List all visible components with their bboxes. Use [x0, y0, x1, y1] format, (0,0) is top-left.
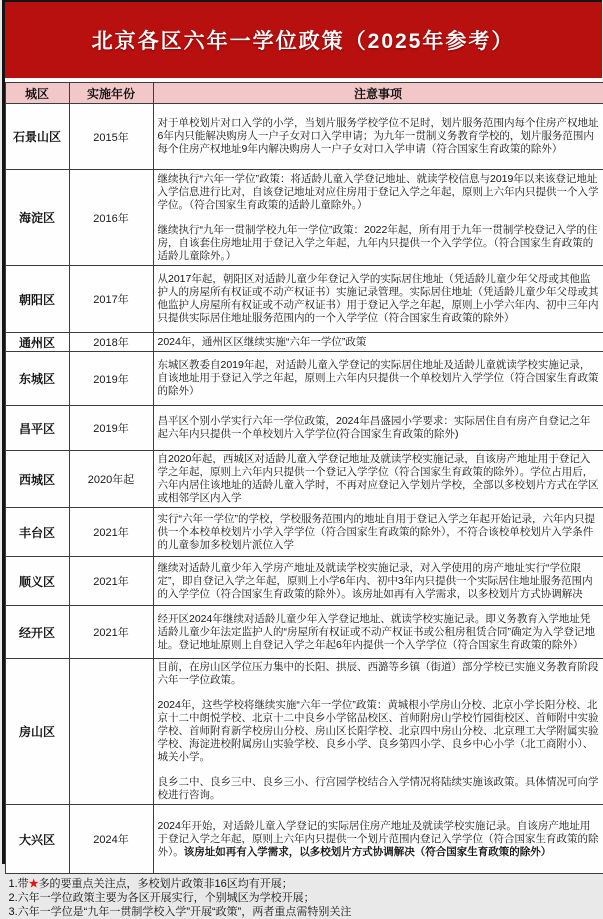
district-name: 昌平区 — [5, 406, 69, 451]
implementation-year: 2015年 — [69, 104, 153, 170]
implementation-year: 2017年 — [69, 266, 153, 333]
district-name: 石景山区 — [5, 104, 69, 170]
table-row-shunyi — [5, 557, 603, 606]
table-row-haidian — [5, 170, 603, 266]
header-year: 实施年份 — [69, 83, 153, 104]
district-name: 房山区 — [5, 659, 69, 805]
district-name: 通州区 — [5, 333, 69, 352]
district-name: 西城区 — [5, 451, 69, 508]
table-row-chaoyang — [5, 266, 603, 333]
page-title: 北京各区六年一学位政策（2025年参考） — [92, 25, 515, 55]
policy-note: 继续执行“九年一贯制学校九年一学位”政策：2022年起，所有用于九年一贯制学校登记入学的住房，自该套住房地址用于登记入学之年起，九年内只提供一个入学学位。（符合国家生育政策的适龄儿童除外。） — [158, 224, 599, 263]
policy-note: 对于单校划片对口入学的小学，当划片服务学校学位不足时，划片服务范围内每个住房产权地址6年内只能解决购房人一户子女对口入学申请；为九年一贯制义务教育学校的，划片服务范围内每个住房产权地址9年内解决购房人一户子女对口入学申请（符合国家生育政策的除外） — [158, 117, 599, 156]
implementation-year: 2019年 — [69, 352, 153, 406]
district-name: 东城区 — [5, 352, 69, 406]
table-row-fengtai — [5, 508, 603, 557]
header-district: 城区 — [5, 83, 69, 104]
title-banner — [5, 2, 602, 78]
policy-table — [5, 82, 603, 874]
table-row-daxing — [5, 805, 603, 874]
table-row-jingkai — [5, 606, 603, 659]
footnote-3-clipped: 3.六年一学位是“九年一贯制学校入学”开展“政策”，两者重点需特别关注 — [9, 905, 602, 911]
district-name: 朝阳区 — [5, 266, 69, 333]
implementation-year: 2024年 — [69, 805, 153, 874]
policy-note: 2024年，这些学校将继续实施“六年一学位”政策：黄城根小学房山分校、北京小学长阳分校、北京十二中朗悦学校、北京十二中良乡小学铭品校区、首师附房山学校竹园街校区、首师附中实验学校、首师附育新学校房山分校、房山区长阳学校、北京四中房山分校、北京理工大学附属实验学校、海淀进校附属房山实验学校、良乡小学、良乡第四小学、良乡中心小学（北工商附小）、城关小学。 — [158, 699, 599, 764]
implementation-year: 2016年 — [69, 170, 153, 266]
policy-note: 从2017年起，朝阳区对适龄儿童少年登记入学的实际居住地址（凭适龄儿童少年父母或其他监护人的房屋所有权证或不动产权证书）实施记录管理。实际居住地址（凭适龄儿童少年父母或其他监护人房屋所有权证或不动产权证书）用于登记入学之年起，原则上小学六年内、初中三年内只提供实际居住地址服务范围内的一个入学学位（符合国家生育政策的除外） — [158, 273, 599, 325]
policy-note: 2024年，通州区区继续实施“六年一学位”政策 — [158, 336, 599, 349]
policy-note: 继续对适龄儿童少年入学房产地址及就读学校实施记录，对入学使用的房产地址实行“学位限定”，即自登记入学之年起，原则上小学6年内、初中3年内只提供一个实际居住地址服务范围内的入学学位（符合国家生育政策的除外）。该房址如再有入学需求，以多校划片方式协调解决 — [158, 562, 599, 601]
district-name: 大兴区 — [5, 805, 69, 874]
district-name: 丰台区 — [5, 508, 69, 557]
table-row-xicheng — [5, 451, 603, 508]
implementation-year — [69, 659, 153, 805]
implementation-year: 2018年 — [69, 333, 153, 352]
district-name: 顺义区 — [5, 557, 69, 606]
table-row-shijingshan — [5, 104, 603, 170]
table-row-fangshan — [5, 659, 603, 805]
policy-note: 自2020年起，西城区对适龄儿童入学登记地址及就读学校实施记录，自该房产地址用于登记入学之年起，原则上六年内只提供一个登记入学学位（符合国家生育政策的除外）。学位占用后，六年内居住该地址的适龄儿童入学时，不再对应登记入学划片学校，全部以多校划片方式在学区或相邻学区内入学 — [158, 453, 599, 505]
policy-document-page — [2, 0, 602, 864]
implementation-year: 2021年 — [69, 508, 153, 557]
table-header — [5, 83, 603, 104]
district-name: 海淀区 — [5, 170, 69, 266]
header-notes: 注意事项 — [153, 83, 603, 104]
footnote-2: 2.六年一学位政策主要为各区开展实行，个别城区为学校开展； — [9, 891, 602, 905]
policy-note: 经开区2024年继续对适龄儿童少年入学登记地址、就读学校实施记录。即义务教育入学地址凭适龄儿童少年法定监护人的“房屋所有权证或不动产权证书或公租房租赁合同”确定为入学登记地址。登记地址原则上自登记入学之年起6年内提供一个入学学位（符合国家生育政策的除外） — [158, 613, 599, 652]
policy-note: 2024年开始，对适龄儿童入学登记的实际居住房产地址及就读学校实施记录。自该房产地址用于登记入学之年起，原则上六年内只提供一个划片范围内登记入学学位（符合国家生育政策的除外）。 — [158, 820, 599, 858]
table-row-dongcheng — [5, 352, 603, 406]
implementation-year: 2021年 — [69, 606, 153, 659]
policy-note: 继续执行“六年一学位”政策：将适龄儿童入学登记地址、就读学校信息与2019年以来该登记地址入学信息进行比对，自该登记地址对应住房用于登记入学之年起，原则上六年内只提供一个入学学位。（符合国家生育政策的适龄儿童除外。） — [158, 173, 599, 212]
policy-note: 东城区教委自2019年起，对适龄儿童入学登记的实际居住地址及适龄儿童就读学校实施记录，自该地址用于登记入学之年起，原则上六年内只提供一个单校划片入学学位（符合国家生育政策的除外） — [158, 359, 599, 398]
policy-note: 昌平区个别小学实行六年一学位政策，2024年昌盛园小学要求：实际居住自有房产自登记之年起六年内只提供一个单校划片入学学位(符合国家生育政策的除外) — [158, 415, 599, 441]
implementation-year: 2021年 — [69, 557, 153, 606]
star-icon: ★ — [29, 878, 39, 890]
footnote-1: 1.带★多的要重点关注点，多校划片政策非16区均有开展； — [9, 877, 602, 891]
table-row-tongzhou — [5, 333, 603, 352]
policy-note: 实行“六年一学位”的学校，学校服务范围内的地址自用于登记入学之年起开始记录，六年内只提供一个本校单校划片小学入学学位（符合国家生育政策的除外），不符合该校单校划片入学条件的儿童参加多校划片派位入学 — [158, 513, 599, 552]
table-row-changping — [5, 406, 603, 451]
district-name: 经开区 — [5, 606, 69, 659]
policy-note: 目前，在房山区学位压力集中的长阳、拱辰、西潞等乡镇（街道）部分学校已实施义务教育阶段六年一学位政策。 — [158, 661, 599, 687]
implementation-year: 2019年 — [69, 406, 153, 451]
policy-note: 良乡二中、良乡三中、良乡三小、行宫园学校结合入学情况将陆续实施该政策。具体情况可向学校进行咨询。 — [158, 776, 599, 802]
footnotes — [5, 874, 602, 911]
implementation-year: 2020年起 — [69, 451, 153, 508]
policy-note-emphasis: 该房址如再有入学需求，以多校划片方式协调解决（符合国家生育政策的除外） — [184, 846, 552, 858]
